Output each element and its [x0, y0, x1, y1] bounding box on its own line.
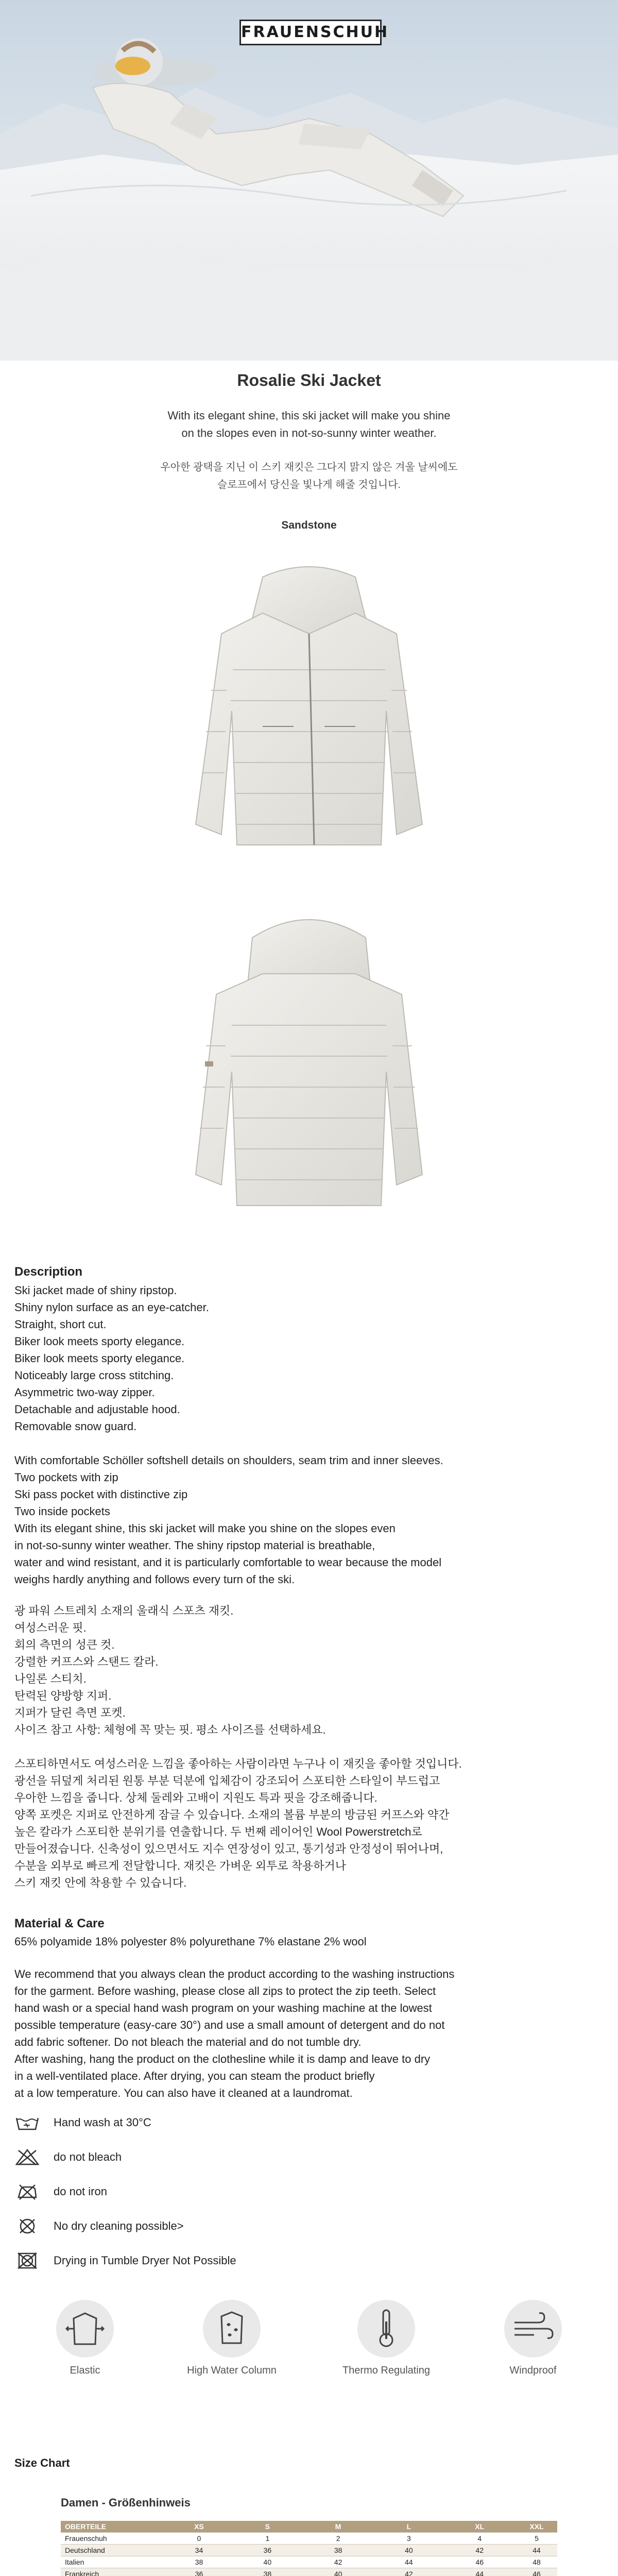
thermo-regulating-icon — [355, 2298, 417, 2360]
size-table — [61, 2521, 557, 2576]
hero-banner — [0, 0, 618, 361]
size-table-header-cell: M — [302, 2521, 375, 2533]
size-table-cell: 5 — [516, 2533, 557, 2545]
description-en: Ski jacket made of shiny ripstop. Shiny nylon surface as an eye-catcher. Straight, short cut. Biker look meets sporty elegance. Biker look meets sporty elegance. Noticeably large cross stitching. Asymmetric two-way zipper. Detachable and adjustable hood. Removable snow guard. With comfortable Schöller softshell details on shoulders, seam trim and inner sleeves. Two pockets with zip Ski pass pocket with distinctive zip Two inside pockets With its elegant shine, this ski jacket will make you shine on the slopes even in not-so-sunny winter weather. The shiny ripstop material is breathable, water and wind resistant, and it is particularly comfortable to wear because the model weighs hardly anything and follows every turn of the ski. — [14, 1284, 443, 1586]
tumble-dry-icon — [14, 2252, 40, 2269]
windproof-icon — [502, 2298, 564, 2360]
size-table-cell: 44 — [374, 2556, 443, 2568]
care-text-en: We recommend that you always clean the product according to the washing instructions for the garment. Before washing, please close all zips to protect the zip teeth. Select hand wash or a special hand wash program on your washing machine at the lowest possible temperature (easy-care 30°) and use a small amount of detergent and do not add fabric softener. Do not bleach the material and do not tumble dry. After washing, hang the product on the clothesline while it is damp and leave to dry in a well-ventilated place. After drying, you can steam the product briefly at a low temperature. You can also have it cleaned at a laundromat. — [14, 1968, 455, 2099]
size-table-header-cell: XS — [165, 2521, 233, 2533]
elastic-icon — [54, 2298, 116, 2360]
product-tagline-ko: 우아한 광택을 지닌 이 스키 재킷은 그다지 맑지 않은 겨울 날씨에도 슬로프에서 당신을 빛나게 해줄 것입니다. — [160, 462, 458, 490]
care-item-no-dry-clean: No dry cleaning possible> — [14, 2215, 184, 2238]
size-table-cell: 42 — [443, 2545, 516, 2556]
size-table-cell: 4 — [443, 2533, 516, 2545]
size-table-cell: Frauenschuh — [61, 2533, 165, 2545]
size-table-cell: 42 — [302, 2556, 375, 2568]
care-item-hand-wash: Hand wash at 30°C — [14, 2111, 151, 2134]
size-table-cell: 34 — [165, 2545, 233, 2556]
size-table-cell: 38 — [302, 2545, 375, 2556]
size-table-cell: 0 — [165, 2533, 233, 2545]
product-image-front — [144, 556, 474, 866]
product-tagline-en: With its elegant shine, this ski jacket will make you shine on the slopes even in not-so-sunny winter weather. — [167, 409, 451, 439]
no-iron-icon — [14, 2183, 40, 2200]
product-title: Rosalie Ski Jacket — [237, 371, 381, 389]
feature-elastic: Elastic — [33, 2298, 136, 2377]
size-table-cell: Deutschland — [61, 2545, 165, 2556]
size-table-cell: 1 — [233, 2533, 302, 2545]
size-chart-heading: Size Chart — [14, 2456, 70, 2469]
size-table-cell: 44 — [443, 2568, 516, 2576]
size-table-cell: Italien — [61, 2556, 165, 2568]
size-table-cell: 48 — [516, 2556, 557, 2568]
feature-high-water-column: High Water Column — [180, 2298, 283, 2377]
table-row — [61, 2568, 557, 2576]
product-image-back — [144, 907, 474, 1216]
size-table-cell: 2 — [302, 2533, 375, 2545]
care-item-no-tumble-dry: Drying in Tumble Dryer Not Possible — [14, 2249, 236, 2272]
no-bleach-icon — [14, 2148, 40, 2166]
size-table-header — [61, 2521, 557, 2533]
table-row — [61, 2533, 557, 2545]
size-table-cell: 40 — [233, 2556, 302, 2568]
size-table-cell: 44 — [516, 2545, 557, 2556]
size-table-cell: 42 — [374, 2568, 443, 2576]
size-table-cell: 36 — [233, 2545, 302, 2556]
size-table-cell: 3 — [374, 2533, 443, 2545]
care-item-no-iron: do not iron — [14, 2180, 107, 2203]
high-water-column-icon — [201, 2298, 263, 2360]
size-table-cell: Frankreich — [61, 2568, 165, 2576]
size-table-cell: 38 — [165, 2556, 233, 2568]
table-row — [61, 2545, 557, 2556]
size-table-header-cell: OBERTEILE — [61, 2521, 165, 2533]
hand-wash-icon — [14, 2114, 40, 2131]
description-heading: Description — [14, 1265, 83, 1279]
size-table-cell: 36 — [165, 2568, 233, 2576]
size-table-header-cell: S — [233, 2521, 302, 2533]
material-heading: Material & Care — [14, 1917, 105, 1930]
size-table-header-cell: L — [374, 2521, 443, 2533]
size-table-cell: 38 — [233, 2568, 302, 2576]
material-composition: 65% polyamide 18% polyester 8% polyurethane 7% elastane 2% wool — [14, 1935, 367, 1948]
brand-logo: FRAUENSCHUH — [239, 20, 382, 45]
feature-windproof: Windproof — [482, 2298, 585, 2377]
color-name: Sandstone — [281, 519, 337, 531]
size-table-cell: 46 — [443, 2556, 516, 2568]
size-table-cell: 46 — [516, 2568, 557, 2576]
care-item-no-bleach: do not bleach — [14, 2146, 122, 2168]
table-row — [61, 2556, 557, 2568]
size-table-cell: 40 — [374, 2545, 443, 2556]
feature-thermo-regulating: Thermo Regulating — [335, 2298, 438, 2377]
hero-photo — [0, 0, 618, 361]
no-dry-clean-icon — [14, 2217, 40, 2235]
description-ko: 광 파워 스트레치 소재의 울래식 스포츠 재킷. 여성스러운 핏. 회의 측면의 성큰 컷. 강렬한 커프스와 스탠드 칼라. 나일론 스티치. 탄력된 양방향 지퍼. 지퍼가 달린 측면 포켓. 사이즈 참고 사항: 체형에 꼭 맞는 핏. 평소 사이즈를 선택하세요. 스포티하면서도 여성스러운 느낌을 좋아하는 사람이라면 누구나 이 재킷을 좋아할 것입니다. 광선을 뒤덮게 처리된 원통 부분 덕분에 입체감이 강조되어 스포티한 스타일이 부드럽고 우아한 느낌을 줍니다. 상체 둘레와 고배이 지원도 특과 핏을 강조해줍니다. 양쪽 포켓은 지퍼로 안전하게 잠글 수 있습니다. 소재의 볼륨 부분의 방금된 커프스와 약간 높은 칼라가 스포티한 분위기를 연출합니다. 두 번째 레이어인 Wool Powerstretch로 만들어졌습니다. 신축성이 있으면서도 지수 연장성이 있고, 통기성과 안정성이 뛰어나며, 수분을 외부로 빠르게 전달합니다. 재킷은 가벼운 외투로 착용하거나 스키 재킷 안에 착용할 수 있습니다. — [14, 1604, 462, 1889]
size-table-title: Damen - Größenhinweis — [61, 2496, 191, 2509]
size-table-header-cell: XL — [443, 2521, 516, 2533]
size-table-cell: 40 — [302, 2568, 375, 2576]
size-table-header-cell: XXL — [516, 2521, 557, 2533]
